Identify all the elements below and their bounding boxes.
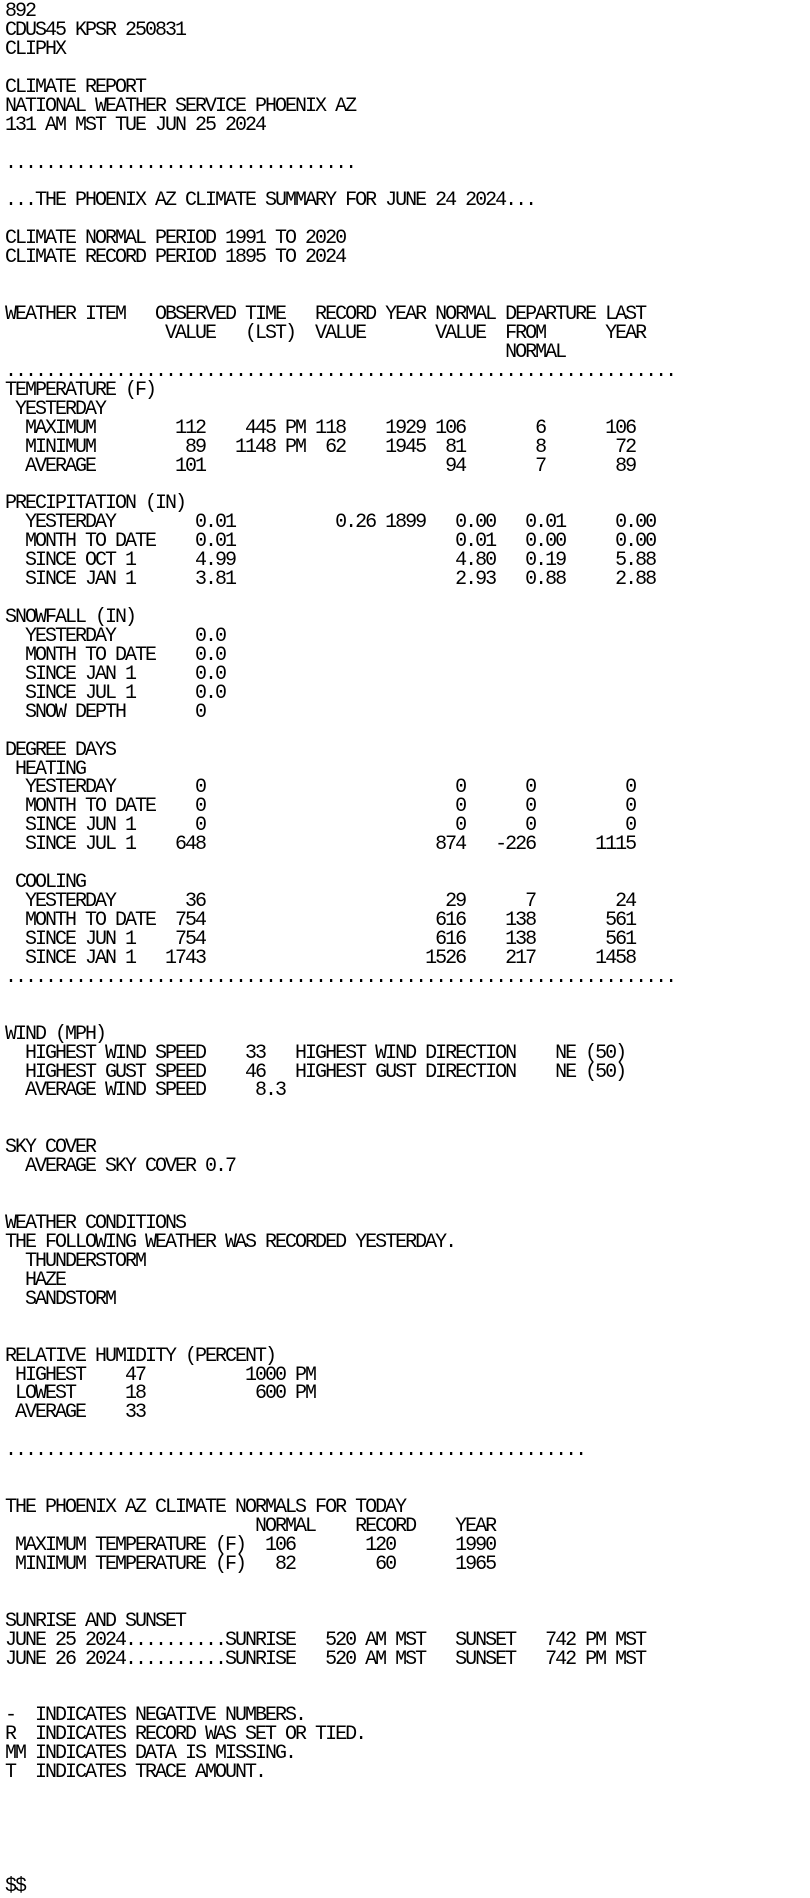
report-line: WEATHER CONDITIONS — [5, 1212, 186, 1235]
report-line: SINCE JAN 1 0.0 — [5, 662, 226, 686]
report-line: YESTERDAY 36 29 7 24 — [5, 890, 636, 914]
report-line: NORMAL — [5, 340, 566, 364]
report-line: - INDICATES NEGATIVE NUMBERS. — [5, 1704, 306, 1728]
report-line — [5, 1670, 810, 1689]
report-line — [5, 1101, 810, 1120]
report-line: SANDSTORM — [5, 1287, 116, 1311]
report-line: SINCE JAN 1 3.81 2.93 0.88 2.88 — [5, 568, 656, 592]
report-line — [5, 268, 810, 287]
report-line: WEATHER ITEM OBSERVED TIME RECORD YEAR NORMAL DEPARTURE LAST — [5, 303, 646, 326]
report-line: NATIONAL WEATHER SERVICE PHOENIX AZ — [5, 94, 356, 118]
report-line: YESTERDAY 0 0 0 0 — [5, 776, 636, 800]
report-line: ................................................................... — [5, 359, 676, 383]
report-line: LOWEST 18 600 PM — [5, 1382, 316, 1406]
report-line: AVERAGE 33 — [5, 1401, 146, 1425]
report-line: SINCE OCT 1 4.99 4.80 0.19 5.88 — [5, 549, 656, 573]
report-line: VALUE (LST) VALUE VALUE FROM YEAR — [5, 321, 646, 345]
report-line: PRECIPITATION (IN) — [5, 492, 186, 516]
report-line: ...THE PHOENIX AZ CLIMATE SUMMARY FOR JUNE 24 2024... — [5, 189, 536, 213]
report-line: SNOW DEPTH 0 — [5, 700, 206, 724]
report-line: AVERAGE WIND SPEED 8.3 — [5, 1079, 286, 1103]
report-line — [5, 723, 810, 742]
report-line — [5, 1802, 810, 1821]
report-line: YESTERDAY — [5, 397, 106, 421]
report-line: MINIMUM 89 1148 PM 62 1945 81 8 72 — [5, 435, 636, 459]
report-line: $$ — [5, 1874, 26, 1898]
report-line: YESTERDAY 0.0 — [5, 624, 226, 648]
report-line: SINCE JUL 1 0.0 — [5, 681, 226, 705]
report-line: HIGHEST 47 1000 PM — [5, 1363, 316, 1387]
report-line — [5, 855, 810, 874]
report-line — [5, 1120, 810, 1139]
report-line: SKY COVER — [5, 1136, 96, 1160]
report-line: MINIMUM TEMPERATURE (F) 82 60 1965 — [5, 1552, 496, 1576]
report-line: MAXIMUM TEMPERATURE (F) 106 120 1990 — [5, 1533, 496, 1557]
report-line — [5, 1177, 810, 1196]
report-line: 131 AM MST TUE JUN 25 2024 — [5, 113, 266, 137]
report-line: YESTERDAY 0.01 0.26 1899 0.00 0.01 0.00 — [5, 511, 656, 535]
report-line: SNOWFALL (IN) — [5, 606, 136, 629]
report-line — [5, 1783, 810, 1802]
report-line: THE FOLLOWING WEATHER WAS RECORDED YESTERDAY. — [5, 1230, 456, 1254]
report-line: COOLING — [5, 871, 86, 895]
report-line — [5, 1007, 810, 1026]
report-line: THUNDERSTORM — [5, 1249, 146, 1273]
report-line: SUNRISE AND SUNSET — [5, 1609, 186, 1633]
report-line: SINCE JUL 1 648 874 -226 1115 — [5, 833, 636, 857]
report-line — [5, 1310, 810, 1329]
report-line: MONTH TO DATE 0 0 0 0 — [5, 795, 636, 819]
report-line: MONTH TO DATE 0.0 — [5, 643, 226, 667]
report-line: SINCE JUN 1 754 616 138 561 — [5, 927, 636, 951]
report-line: CLIPHX — [5, 37, 66, 61]
report-line: HEATING — [5, 757, 86, 781]
report-line: .......................................................... — [5, 1439, 586, 1463]
report-line: CLIMATE REPORT — [5, 75, 146, 99]
report-line: HIGHEST GUST SPEED 46 HIGHEST GUST DIRECTION NE (50) — [5, 1060, 626, 1084]
report-line — [5, 1859, 810, 1878]
report-line: CLIMATE NORMAL PERIOD 1991 TO 2020 — [5, 227, 346, 251]
report-line: SINCE JAN 1 1743 1526 217 1458 — [5, 946, 636, 970]
report-line — [5, 1461, 810, 1480]
report-line: THE PHOENIX AZ CLIMATE NORMALS FOR TODAY — [5, 1496, 406, 1520]
report-line: 892 — [5, 0, 36, 23]
report-line: SINCE JUN 1 0 0 0 0 — [5, 814, 636, 838]
report-line — [5, 1840, 810, 1859]
report-line: NORMAL RECORD YEAR — [5, 1515, 496, 1538]
report-line: AVERAGE SKY COVER 0.7 — [5, 1155, 236, 1179]
report-line: CDUS45 KPSR 250831 — [5, 18, 186, 42]
report-line: TEMPERATURE (F) — [5, 378, 156, 402]
report-line: MM INDICATES DATA IS MISSING. — [5, 1742, 296, 1766]
report-line — [5, 1821, 810, 1840]
report-line — [5, 988, 810, 1007]
report-line: WIND (MPH) — [5, 1022, 106, 1046]
report-line: MONTH TO DATE 754 616 138 561 — [5, 909, 636, 932]
report-line: T INDICATES TRACE AMOUNT. — [5, 1761, 266, 1785]
report-line: AVERAGE 101 94 7 89 — [5, 454, 636, 478]
report-line: MONTH TO DATE 0.01 0.01 0.00 0.00 — [5, 530, 656, 554]
report-line: ................................... — [5, 151, 356, 175]
report-line: JUNE 25 2024..........SUNRISE 520 AM MST SUNSET 742 PM MST — [5, 1628, 646, 1652]
report-line: RELATIVE HUMIDITY (PERCENT) — [5, 1344, 276, 1368]
report-line: DEGREE DAYS — [5, 738, 116, 762]
report-line — [5, 1575, 810, 1594]
report-line: ................................................................... — [5, 965, 676, 989]
report-line: CLIMATE RECORD PERIOD 1895 TO 2024 — [5, 246, 346, 270]
report-line: MAXIMUM 112 445 PM 118 1929 106 6 106 — [5, 416, 636, 440]
report-line: HIGHEST WIND SPEED 33 HIGHEST WIND DIRECTION NE (50) — [5, 1041, 626, 1065]
report-line: R INDICATES RECORD WAS SET OR TIED. — [5, 1723, 366, 1747]
report-line: JUNE 26 2024..........SUNRISE 520 AM MST SUNSET 742 PM MST — [5, 1647, 646, 1671]
report-line: HAZE — [5, 1268, 66, 1292]
